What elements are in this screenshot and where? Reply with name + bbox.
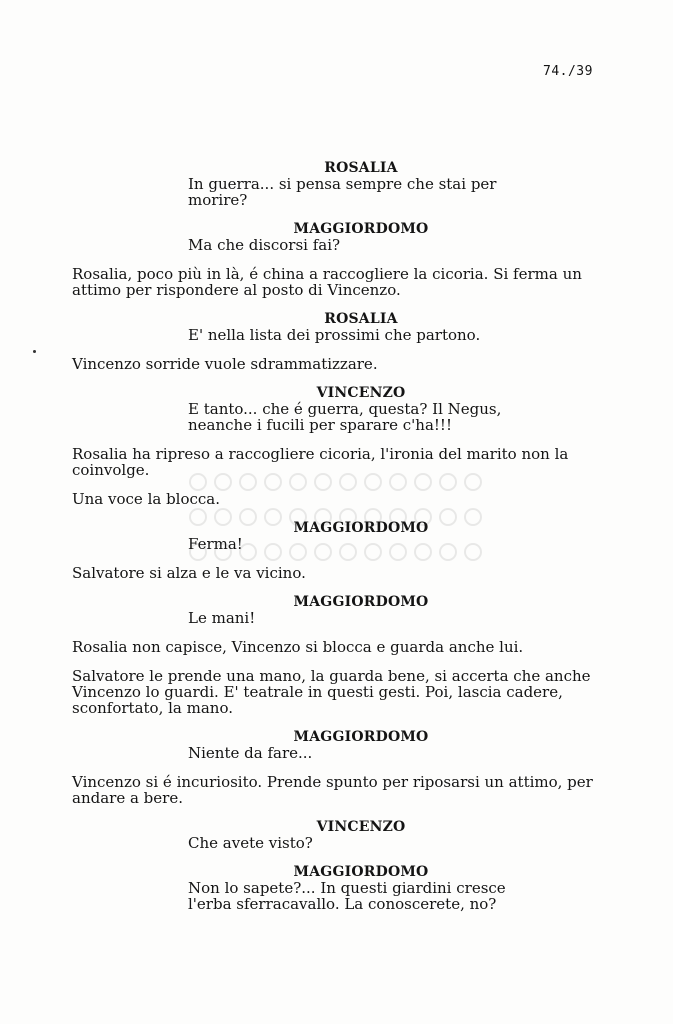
speaker-name: MAGGIORDOMO bbox=[293, 594, 429, 610]
stage-direction bbox=[72, 668, 644, 716]
direction-line: coinvolge. bbox=[72, 461, 150, 479]
dialogue-line: Ferma! bbox=[188, 535, 243, 553]
dialogue-cue bbox=[72, 385, 644, 433]
direction-line: Rosalia non capisce, Vincenzo si blocca e guarda anche lui. bbox=[72, 638, 524, 656]
speaker-name: MAGGIORDOMO bbox=[293, 729, 429, 745]
stage-direction bbox=[72, 446, 644, 478]
direction-line: Una voce la blocca. bbox=[72, 490, 221, 508]
speaker-name: VINCENZO bbox=[316, 385, 406, 401]
stage-direction bbox=[72, 491, 644, 507]
stage-direction bbox=[72, 639, 644, 655]
dialogue-cue bbox=[72, 594, 644, 626]
direction-line: sconfortato, la mano. bbox=[72, 699, 233, 717]
direction-line: attimo per rispondere al posto di Vincenzo. bbox=[72, 281, 401, 299]
speaker-name: ROSALIA bbox=[324, 160, 398, 176]
dialogue-line: l'erba sferracavallo. La conoscerete, no? bbox=[188, 895, 497, 913]
dialogue-cue bbox=[72, 729, 644, 761]
dialogue-cue bbox=[72, 221, 644, 253]
direction-line: andare a bere. bbox=[72, 789, 183, 807]
ink-speck bbox=[33, 350, 36, 353]
dialogue-line: Niente da fare... bbox=[188, 744, 313, 762]
script-body bbox=[72, 160, 644, 925]
direction-line: Vincenzo si é incuriosito. Prende spunto per riposarsi un attimo, per bbox=[72, 773, 593, 791]
stage-direction bbox=[72, 565, 644, 581]
dialogue-line: Ma che discorsi fai? bbox=[188, 236, 341, 254]
stage-direction bbox=[72, 774, 644, 806]
direction-line: Salvatore le prende una mano, la guarda bene, si accerta che anche bbox=[72, 667, 591, 685]
dialogue-line: In guerra... si pensa sempre che stai per bbox=[188, 175, 497, 193]
direction-line: Salvatore si alza e le va vicino. bbox=[72, 564, 306, 582]
dialogue-cue bbox=[72, 160, 644, 208]
direction-line: Vincenzo sorride vuole sdrammatizzare. bbox=[72, 355, 378, 373]
speaker-name: MAGGIORDOMO bbox=[293, 864, 429, 880]
dialogue-line: neanche i fucili per sparare c'ha!!! bbox=[188, 416, 452, 434]
direction-line: Vincenzo lo guardi. E' teatrale in questi gesti. Poi, lascia cadere, bbox=[72, 683, 563, 701]
stage-direction bbox=[72, 266, 644, 298]
speaker-name: VINCENZO bbox=[316, 819, 406, 835]
dialogue-cue bbox=[72, 520, 644, 552]
dialogue-line: Che avete visto? bbox=[188, 834, 313, 852]
dialogue-cue bbox=[72, 864, 644, 912]
speaker-name: MAGGIORDOMO bbox=[293, 520, 429, 536]
dialogue-line: Non lo sapete?... In questi giardini cresce bbox=[188, 879, 506, 897]
page-number: 74./39 bbox=[543, 64, 593, 79]
speaker-name: ROSALIA bbox=[324, 311, 398, 327]
stage-direction bbox=[72, 356, 644, 372]
direction-line: Rosalia ha ripreso a raccogliere cicoria, l'ironia del marito non la bbox=[72, 445, 569, 463]
dialogue-cue bbox=[72, 311, 644, 343]
dialogue-line: E' nella lista dei prossimi che partono. bbox=[188, 326, 481, 344]
dialogue-line: E tanto... che é guerra, questa? Il Negus, bbox=[188, 400, 502, 418]
direction-line: Rosalia, poco più in là, é china a raccogliere la cicoria. Si ferma un bbox=[72, 265, 582, 283]
dialogue-line: morire? bbox=[188, 191, 248, 209]
dialogue-cue bbox=[72, 819, 644, 851]
dialogue-line: Le mani! bbox=[188, 609, 256, 627]
speaker-name: MAGGIORDOMO bbox=[293, 221, 429, 237]
